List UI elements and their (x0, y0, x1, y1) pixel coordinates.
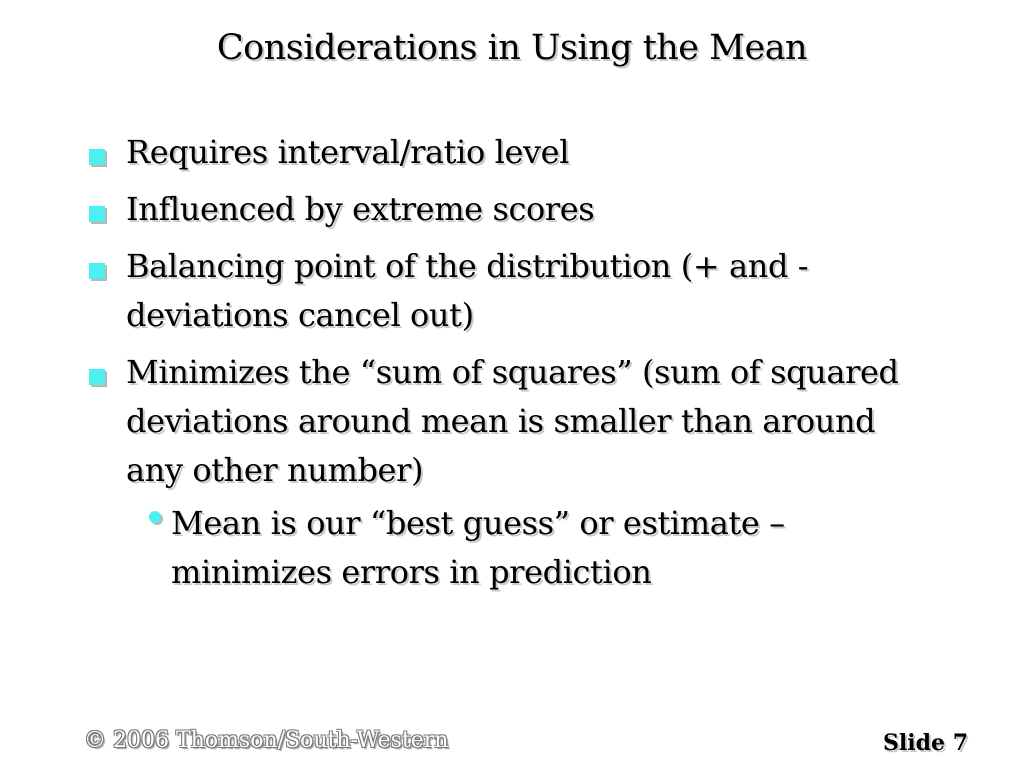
bullet-item (88, 128, 918, 177)
slide-title: Considerations in Using the Mean (216, 28, 808, 68)
bullet-list (88, 128, 918, 605)
square-bullet-icon (89, 369, 105, 385)
bullet-item (88, 348, 918, 597)
square-bullet-icon (89, 206, 105, 222)
square-bullet-icon (89, 149, 105, 165)
bullet-text: Requires interval/ratio level (126, 133, 570, 171)
bullet-item (88, 242, 918, 340)
bullet-item (88, 185, 918, 234)
sub-bullet-item (126, 499, 918, 597)
bullet-text: Influenced by extreme scores (126, 190, 595, 228)
bullet-text: Minimizes the “sum of squares” (sum of squared deviations around mean is smaller than around any other number) (126, 353, 899, 489)
square-bullet-icon (89, 263, 105, 279)
bullet-text: Balancing point of the distribution (+ and - deviations cancel out) (126, 247, 809, 334)
sub-bullet-list (126, 499, 918, 597)
sub-bullet-text: Mean is our “best guess” or estimate – minimizes errors in prediction (171, 504, 785, 591)
slide-number: Slide 7 (883, 730, 968, 756)
round-bullet-icon (149, 511, 161, 523)
copyright-footer: © 2006 Thomson/South-Western (84, 728, 449, 753)
